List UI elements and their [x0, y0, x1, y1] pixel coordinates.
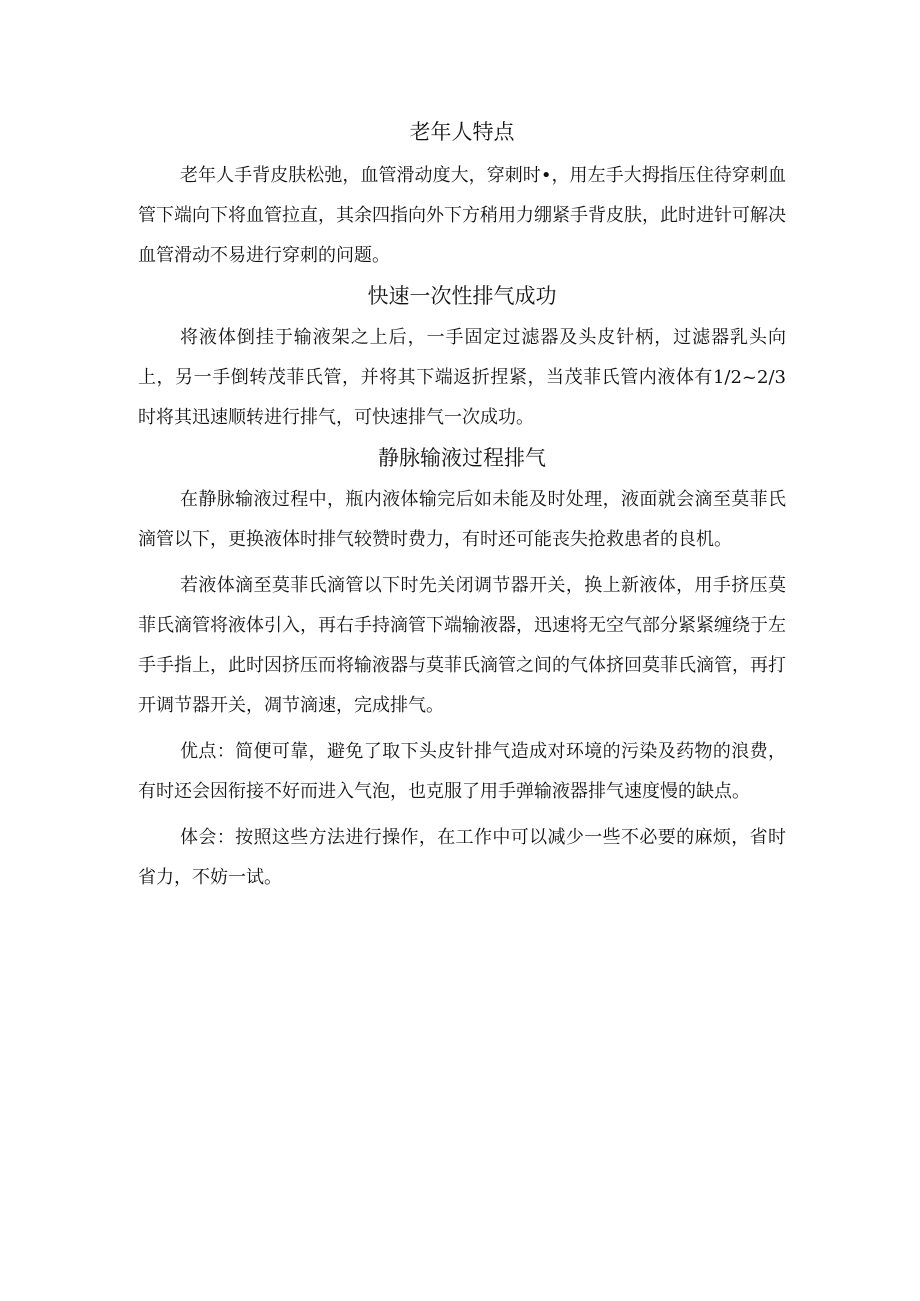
paragraph: 在静脉输液过程中，瓶内液体输完后如未能及时处理，液面就会滴至莫菲氏滴管以下，更换液体时排气较赞时费力，有时还可能丧失抢救患者的良机。 [138, 489, 786, 550]
section-infusion-venting [138, 438, 786, 898]
section-title: 快速一次性排气成功 [367, 284, 557, 308]
document-body [138, 112, 786, 898]
paragraph: 体会：按照这些方法进行操作，在工作中可以减少一些不必要的麻烦，省时省力，不妨一试。 [138, 827, 786, 888]
section-title: 老年人特点 [409, 120, 515, 144]
section-elderly-characteristics [138, 112, 786, 276]
paragraph: 若液体滴至莫菲氏滴管以下时先关闭调节器开关，换上新液体，用手挤压莫菲氏滴管将液体引入，再右手持滴管下端输液器，迅速将无空气部分紧紧缠绕于左手手指上，此时因挤压而将输液器与莫菲氏滴管之间的气体挤回莫菲氏滴管，再打开调节器开关，凋节滴速，完成排气。 [138, 575, 786, 716]
section-quick-venting [138, 276, 786, 438]
paragraph: 优点：简便可靠，避免了取下头皮针排气造成对环境的污染及药物的浪费，有时还会因衔接不好而进入气泡，也克服了用手弹输液器排气速度慢的缺点。 [138, 741, 786, 802]
paragraph: 将液体倒挂于输液架之上后，一手固定过滤器及头皮针柄，过滤器乳头向上，另一手倒转茂菲氏管，并将其下端返折捏紧，当茂菲氏管内液体有1/2~2/3时将其迅速顺转进行排气，可快速排气一次成功。 [138, 327, 786, 428]
section-title: 静脉输液过程排气 [378, 446, 546, 470]
paragraph: 老年人手背皮肤松弛，血管滑动度大，穿刺时•，用左手大拇指压住待穿刺血管下端向下将血管拉直，其余四指向外下方稍用力绷紧手背皮肤，此时进针可解决血管滑动不易进行穿刺的问题。 [138, 165, 786, 266]
